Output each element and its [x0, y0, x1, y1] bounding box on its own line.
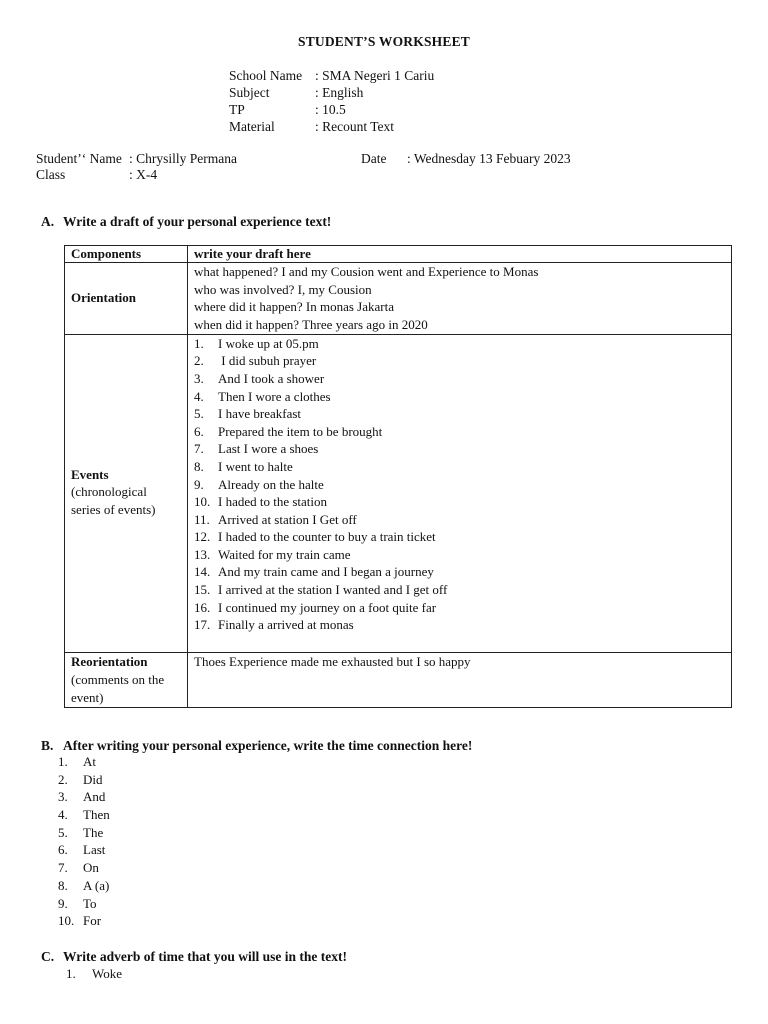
event-text: Last I wore a shoes — [218, 441, 319, 457]
event-number: 3. — [194, 370, 204, 386]
section-heading-text: Write adverb of time that you will use in the text! — [63, 949, 347, 964]
info-value: : Recount Text — [315, 119, 395, 134]
event-number: 5. — [194, 406, 204, 422]
event-number: 2. — [194, 353, 204, 369]
list-text: Woke — [92, 966, 122, 981]
reorientation-sublabel: (comments on the — [71, 671, 165, 687]
events-label-cell — [65, 334, 188, 652]
list-number: 1. — [66, 966, 76, 981]
school-info-block — [229, 67, 434, 135]
list-item — [58, 912, 110, 930]
event-text: Already on the halte — [218, 476, 324, 492]
event-item — [194, 370, 725, 388]
event-number: 6. — [194, 423, 204, 439]
event-item — [194, 528, 725, 546]
list-text: The — [83, 824, 104, 840]
event-item — [194, 563, 725, 581]
event-number: 15. — [194, 582, 211, 598]
list-text: On — [83, 860, 99, 876]
list-item — [58, 877, 110, 895]
date-row — [361, 151, 571, 167]
event-item — [194, 511, 725, 529]
events-content — [188, 334, 732, 652]
event-number: 12. — [194, 529, 211, 545]
event-number: 8. — [194, 458, 204, 474]
list-number: 1. — [58, 754, 68, 769]
info-row-school — [229, 67, 434, 84]
event-number: 16. — [194, 599, 211, 615]
event-text: Arrived at station I Get off — [218, 511, 357, 527]
section-heading-text: After writing your personal experience, write the time connection here! — [63, 738, 473, 753]
event-item — [194, 476, 725, 494]
header-components: Components — [65, 246, 188, 263]
event-item — [194, 423, 725, 441]
date-value: : Wednesday 13 Febuary 2023 — [407, 151, 571, 166]
orientation-content — [188, 263, 732, 335]
list-number: 8. — [58, 877, 68, 893]
event-text: Finally a arrived at monas — [218, 617, 354, 633]
list-item — [58, 806, 110, 824]
event-item — [194, 440, 725, 458]
event-number: 9. — [194, 476, 204, 492]
list-text: Then — [83, 807, 110, 823]
list-item — [58, 859, 110, 877]
student-class-label: Class — [36, 167, 66, 182]
event-item — [194, 335, 725, 353]
event-text: I went to halte — [218, 458, 293, 474]
list-number: 5. — [58, 824, 68, 840]
list-text: For — [83, 913, 102, 929]
info-label: School Name — [229, 68, 303, 83]
list-text: To — [83, 895, 97, 911]
event-text: Prepared the item to be brought — [218, 423, 383, 439]
event-item — [194, 405, 725, 423]
student-name-label: Student’‘ Name — [36, 151, 122, 166]
event-text: And my train came and I began a journey — [218, 564, 434, 580]
list-item — [58, 771, 110, 789]
event-number: 13. — [194, 546, 211, 562]
list-item — [58, 788, 110, 806]
section-c-heading — [41, 949, 347, 965]
list-text: At — [83, 754, 96, 769]
orientation-line: when did it happen? Three years ago in 2020 — [194, 317, 428, 333]
list-item — [58, 841, 110, 859]
list-number: 2. — [58, 771, 68, 787]
list-text: A (a) — [83, 877, 110, 893]
orientation-row — [65, 263, 732, 335]
info-value: : SMA Negeri 1 Cariu — [315, 68, 435, 83]
reorientation-label: Reorientation — [71, 653, 148, 669]
orientation-label-cell — [65, 263, 188, 335]
events-sublabel: (chronological — [71, 484, 147, 500]
orientation-line: who was involved? I, my Cousion — [194, 281, 372, 297]
student-info-block — [36, 151, 237, 183]
info-row-material — [229, 118, 434, 135]
list-text: And — [83, 789, 106, 805]
event-text: I arrived at the station I wanted and I get off — [218, 582, 448, 598]
list-number: 7. — [58, 860, 68, 876]
orientation-line: what happened? I and my Cousion went and Experience to Monas — [194, 264, 539, 279]
list-number: 4. — [58, 807, 68, 823]
event-item — [194, 458, 725, 476]
event-number: 4. — [194, 388, 204, 404]
event-text: I haded to the counter to buy a train ticket — [218, 529, 436, 545]
list-number: 3. — [58, 789, 68, 805]
event-text: Waited for my train came — [218, 546, 351, 562]
event-item — [194, 546, 725, 564]
student-class-value: : X-4 — [129, 167, 158, 182]
header-draft: write your draft here — [188, 246, 732, 263]
orientation-line: where did it happen? In monas Jakarta — [194, 299, 394, 315]
event-number: 14. — [194, 564, 211, 580]
event-number: 1. — [194, 335, 204, 351]
student-name-value: : Chrysilly Permana — [129, 151, 237, 166]
event-number: 11. — [194, 511, 210, 527]
info-value: : English — [315, 85, 364, 100]
info-value: : 10.5 — [315, 102, 346, 117]
event-text: Then I wore a clothes — [218, 388, 331, 404]
list-number: 6. — [58, 842, 68, 858]
section-letter: C. — [41, 949, 55, 964]
list-text: Last — [83, 842, 106, 858]
info-label: TP — [229, 102, 245, 117]
event-text: I woke up at 05.pm — [218, 335, 319, 351]
info-row-subject — [229, 84, 434, 101]
event-item — [194, 581, 725, 599]
event-item — [194, 493, 725, 511]
section-letter: B. — [41, 738, 54, 753]
reorientation-content — [188, 652, 732, 707]
event-item — [194, 616, 725, 634]
list-text: Did — [83, 771, 103, 787]
reorientation-label-cell — [65, 652, 188, 707]
event-text: And I took a shower — [218, 370, 325, 386]
events-sublabel: series of events) — [71, 502, 156, 518]
list-item — [58, 895, 110, 913]
adverb-list — [66, 965, 122, 983]
list-number: 10. — [58, 913, 75, 929]
event-item — [194, 352, 725, 370]
list-number: 9. — [58, 895, 68, 911]
event-text: I did subuh prayer — [218, 353, 317, 369]
reorientation-row — [65, 652, 732, 707]
event-item — [194, 599, 725, 617]
events-row — [65, 334, 732, 652]
section-a-heading — [41, 214, 331, 230]
event-number: 10. — [194, 494, 211, 510]
section-heading-text: Write a draft of your personal experience text! — [63, 214, 332, 229]
list-item — [66, 965, 122, 983]
info-label: Subject — [229, 85, 270, 100]
worksheet-title: STUDENT’S WORKSHEET — [298, 34, 470, 49]
event-text: I continued my journey on a foot quite far — [218, 599, 437, 615]
info-row-tp — [229, 101, 434, 118]
info-label: Material — [229, 119, 275, 134]
section-letter: A. — [41, 214, 55, 229]
reorientation-text: Thoes Experience made me exhausted but I so happy — [194, 653, 471, 669]
events-label: Events — [71, 467, 109, 483]
time-connection-list — [58, 753, 110, 930]
event-item — [194, 388, 725, 406]
reorientation-sublabel: event) — [71, 689, 104, 705]
event-number: 17. — [194, 617, 211, 633]
draft-table — [64, 245, 732, 708]
list-item — [58, 824, 110, 842]
list-item — [58, 753, 110, 771]
date-label: Date — [361, 151, 387, 166]
section-b-heading — [41, 738, 472, 754]
student-class-row — [36, 167, 237, 183]
event-number: 7. — [194, 441, 204, 457]
event-text: I haded to the station — [218, 494, 328, 510]
event-text: I have breakfast — [218, 406, 302, 422]
orientation-label: Orientation — [71, 290, 136, 306]
table-header-row — [65, 246, 732, 263]
student-name-row — [36, 151, 237, 167]
